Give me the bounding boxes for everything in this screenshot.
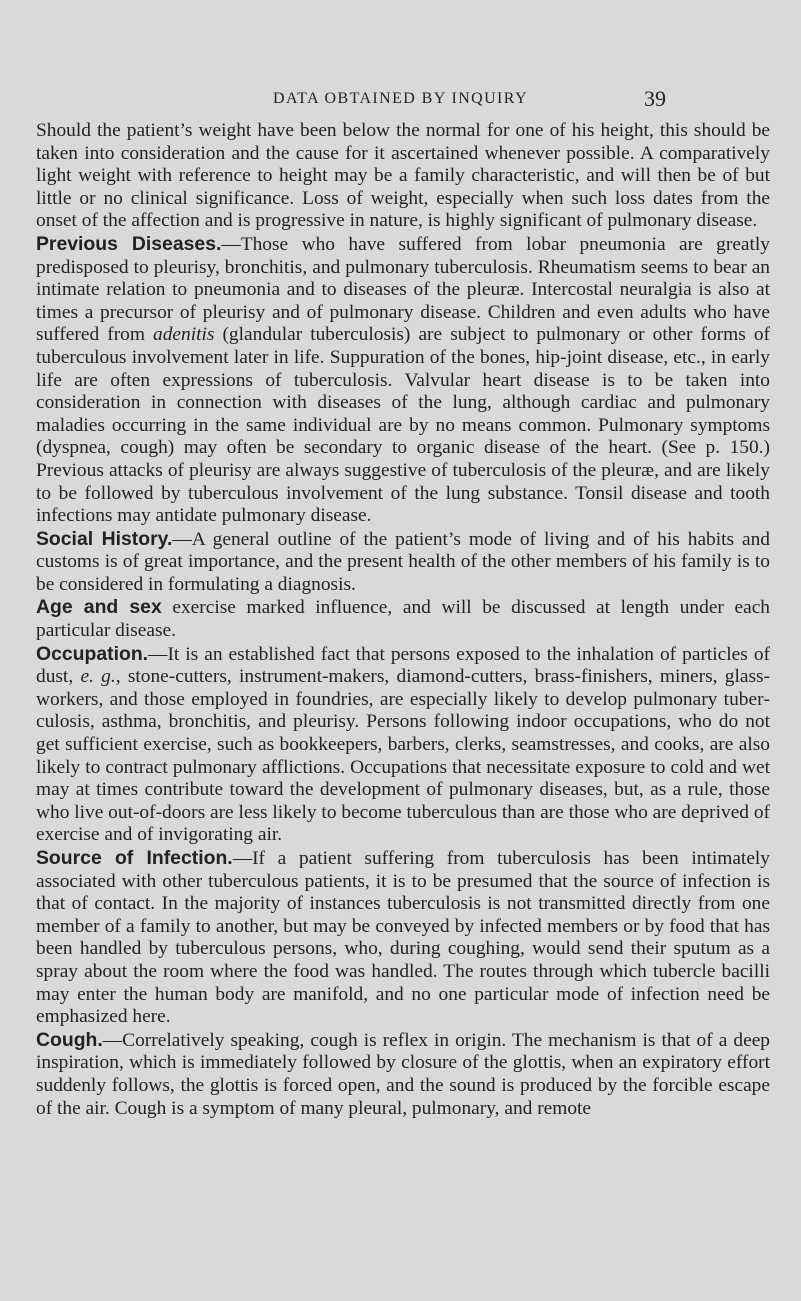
body-text: [36, 120, 770, 1120]
section-heading-social-history: Social History.: [36, 527, 173, 550]
paragraph-occupation: [36, 643, 770, 847]
section-heading-cough: Cough.: [36, 1028, 103, 1051]
paragraph-text: stone-cutters, instrument-makers, diamond-cutters, brass-finishers, miners, glass-workers, and those employed in foundries, are especially likely to develop pulmonary tuberculosis, asthma, bronchitis, and pleurisy. Persons following indoor occupations, who do not get sufficient exercise, such as bookkeepers, barbers, clerks, seamstresses, and cooks, are also likely to contract pulmonary afflictions. Occupations that necessitate exposure to cold and wet may at times contribute toward the development of pulmonary diseases, but, as a rule, those who live out-of-doors are less likely to become tuberculous than are those who are deprived of exercise and of invigorating air.: [36, 666, 770, 846]
paragraph-text: —If a patient suffering from tuberculosis has been intimately associated with other tuberculous patients, it is to be presumed that the source of infection is that of contact. In the majority of instances tuberculosis is not transmitted directly from one member of a family to another, but may be conveyed by infected members or by food that has been handled by tuberculous persons, who, during coughing, would send their sputum as a spray about the room where the food was handled. The routes through which tubercle bacilli may enter the human body are manifold, and no one particular mode of infection need be emphasized here.: [36, 848, 771, 1028]
paragraph-weight: [36, 120, 770, 233]
section-heading-previous-diseases: Previous Diseases.: [36, 232, 222, 255]
page-number: 39: [644, 86, 666, 111]
italic-term: e. g.,: [80, 666, 121, 688]
page-header: [0, 88, 801, 116]
paragraph-previous-diseases: [36, 233, 770, 528]
paragraph-text: exercise marked influence, and will be discussed at length under each particular disease.: [36, 597, 771, 642]
italic-term: adenitis: [153, 324, 215, 346]
paragraph-social-history: [36, 528, 770, 597]
paragraph-source-of-infection: [36, 847, 770, 1029]
paragraph-cough: [36, 1029, 770, 1120]
paragraph-text: —A general outline of the patient’s mode of living and of his habits and customs is of great importance, and the present health of the other members of his family is to be considered in formulating a diagnosis.: [36, 528, 771, 595]
paragraph-age-sex: [36, 596, 770, 642]
paragraph-text: —It is an established fact that persons exposed to the inhalation of particles of dust,: [36, 643, 770, 688]
section-heading-age-sex: Age and sex: [36, 596, 162, 619]
running-head: DATA OBTAINED BY INQUIRY: [273, 90, 528, 107]
paragraph-text: (glandular tuberculosis) are subject to pulmonary or other forms of tuberculous involvement later in life. Suppuration of the bones, hip-joint disease, etc., in early life are often expressions of tuberculosis. Valvular heart disease is to be taken into consideration in connection with diseases of the lung, although cardiac and pulmonary maladies occurring in the same individual are by no means common. Pulmonary symptoms (dyspnea, cough) may often be secondary to organic disease of the heart. (See p. 150.) Previous attacks of pleurisy are always suggestive of tuberculosis of the pleuræ, and are likely to be followed by tuberculous involvement of the lung substance. Tonsil disease and tooth infections may antidate pulmonary disease.: [36, 324, 770, 527]
paragraph-text: Should the patient’s weight have been below the normal for one of his height, this should be taken into consideration and the cause for it ascertained whenever possible. A comparatively light weight with reference to height may be a family characteristic, and will then be of but little or no clinical significance. Loss of weight, especially when such loss dates from the onset of the affection and is progressive in nature, is highly significant of pulmonary disease.: [36, 120, 770, 232]
paragraph-text: —Those who have suffered from lobar pneumonia are greatly predisposed to pleurisy, bronchitis, and pulmonary tuberculosis. Rheumatism seems to bear an intimate relation to pneumonia and to diseases of the pleuræ. Intercostal neuralgia is also at times a precursor of pleurisy and of pulmonary disease. Children and even adults who have suffered from: [36, 233, 770, 346]
section-heading-source-of-infection: Source of Infection.: [36, 847, 233, 869]
section-heading-occupation: Occupation.: [36, 642, 149, 665]
paragraph-text: —Correlatively speaking, cough is reflex in origin. The mechanism is that of a deep inspiration, which is immediately followed by closure of the glottis, when an expiratory effort suddenly follows, the glottis is forced open, and the sound is produced by the forcible escape of the air. Cough is a symptom of many pleural, pulmonary, and remote: [36, 1029, 770, 1119]
